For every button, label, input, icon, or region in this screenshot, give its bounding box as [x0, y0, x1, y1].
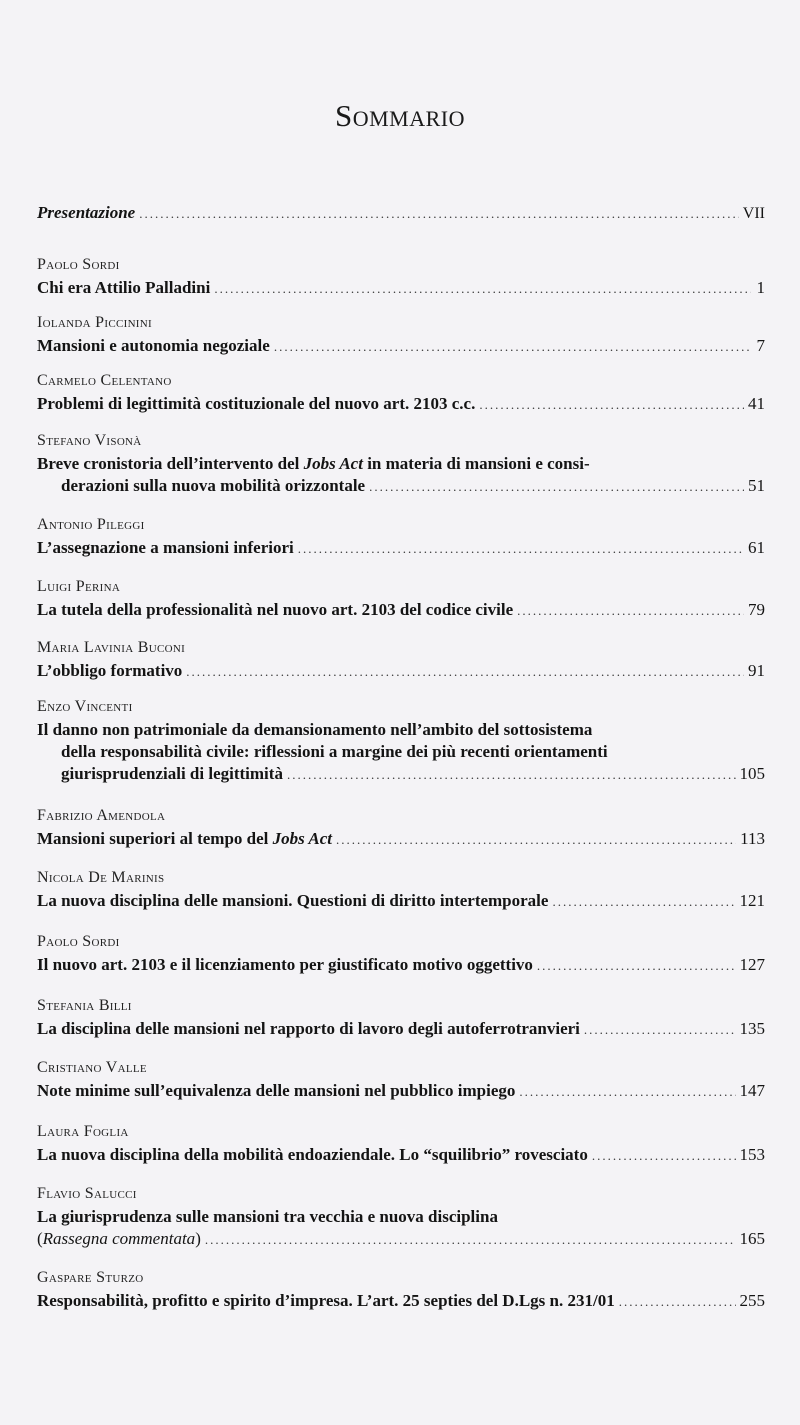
- entry-title-cont: giurisprudenziali di legittimità: [61, 764, 283, 783]
- leader-dots: [274, 336, 751, 358]
- toc-line: [37, 335, 765, 358]
- leader-dots: [205, 1229, 736, 1251]
- leader-dots: [592, 1145, 736, 1167]
- toc-line: [37, 1206, 765, 1228]
- entry-title: La disciplina delle mansioni nel rapporto di lavoro degli autoferrotranvieri: [37, 1019, 580, 1038]
- entry-title-cont: della responsabilità civile: riflessioni a margine dei più recenti orientamenti: [61, 742, 608, 761]
- page-number: 113: [740, 829, 765, 848]
- toc-line: [37, 954, 765, 977]
- entry-author: Luigi Perina: [37, 578, 121, 595]
- entry-author: Gaspare Sturzo: [37, 1269, 144, 1286]
- page-title: Sommario: [334, 98, 466, 133]
- entry-title-part-italic: Jobs Act: [272, 829, 332, 848]
- toc-entry[interactable]: [37, 806, 765, 851]
- toc-entry[interactable]: [37, 996, 765, 1041]
- toc-entry[interactable]: [37, 431, 765, 498]
- entry-author: Cristiano Valle: [37, 1059, 147, 1076]
- page-number: 51: [748, 476, 765, 495]
- toc-line: [37, 277, 765, 300]
- entry-title-subtitle: [37, 1228, 201, 1250]
- toc-line: [37, 828, 765, 851]
- leader-dots: [584, 1019, 736, 1041]
- entry-title: Note minime sull’equivalenza delle mansioni nel pubblico impiego: [37, 1081, 516, 1100]
- page-number: 147: [739, 1081, 765, 1100]
- entry-title: L’obbligo formativo: [37, 661, 183, 680]
- entry-title: L’assegnazione a mansioni inferiori: [37, 538, 294, 557]
- entry-title-part: in materia di mansioni e consi-: [362, 454, 590, 473]
- toc-line: [37, 763, 765, 786]
- page-number: 153: [739, 1145, 765, 1164]
- toc-entry[interactable]: [37, 1058, 765, 1103]
- leader-dots: [479, 394, 744, 416]
- toc-entry[interactable]: [37, 1184, 765, 1251]
- entry-author: Iolanda Piccinini: [37, 314, 152, 331]
- entry-author: Carmelo Celentano: [37, 372, 172, 389]
- entry-author: Paolo Sordi: [37, 933, 120, 950]
- toc-entry[interactable]: [37, 371, 765, 416]
- entry-author: Flavio Salucci: [37, 1185, 137, 1202]
- toc-line: [37, 1144, 765, 1167]
- entry-author: Antonio Pileggi: [37, 516, 145, 533]
- entry-title-part: Il danno non patrimoniale da demansionamento nell’ambito del sottosistema: [37, 720, 593, 739]
- leader-dots: [369, 476, 744, 498]
- toc-line: [37, 1018, 765, 1041]
- entry-author: Stefano Visonà: [37, 432, 142, 449]
- toc-line: [37, 202, 765, 225]
- toc-line: [37, 393, 765, 416]
- toc-entry[interactable]: [37, 577, 765, 622]
- toc-line: [37, 1290, 765, 1313]
- entry-author: Nicola De Marinis: [37, 869, 165, 886]
- leader-dots: [519, 1081, 735, 1103]
- toc-entry[interactable]: [37, 515, 765, 560]
- entry-title-part: Mansioni superiori al tempo del: [37, 829, 273, 848]
- toc-line: [37, 741, 765, 763]
- leader-dots: [552, 891, 735, 913]
- entry-title: Chi era Attilio Palladini: [37, 278, 211, 297]
- page-number: 91: [748, 661, 765, 680]
- toc-entry[interactable]: [37, 868, 765, 913]
- leader-dots: [619, 1291, 736, 1313]
- toc-line: [37, 453, 765, 475]
- toc-line: [37, 719, 765, 741]
- toc-entry[interactable]: [37, 255, 765, 300]
- entry-title: Mansioni e autonomia negoziale: [37, 336, 270, 355]
- entry-title: Presentazione: [37, 203, 136, 222]
- toc-line: [37, 599, 765, 622]
- toc-line: [37, 537, 765, 560]
- entry-author: Fabrizio Amendola: [37, 807, 166, 824]
- page-number: 41: [748, 394, 765, 413]
- page-number: 255: [739, 1291, 765, 1310]
- entry-title: La nuova disciplina della mobilità endoaziendale. Lo “squilibrio” rovesciato: [37, 1145, 588, 1164]
- entry-author: Paolo Sordi: [37, 256, 120, 273]
- toc-entry[interactable]: [37, 1122, 765, 1167]
- subtitle-italic: Rassegna commentata: [42, 1229, 196, 1248]
- toc-line: [37, 475, 765, 498]
- entry-author: Enzo Vincenti: [37, 698, 133, 715]
- toc-entry[interactable]: [37, 697, 765, 786]
- leader-dots: [139, 203, 739, 225]
- leader-dots: [287, 764, 736, 786]
- page-number: 7: [756, 336, 765, 355]
- entry-title-part: La giurisprudenza sulle mansioni tra vecchia e nuova disciplina: [37, 1207, 498, 1226]
- page-number: 121: [739, 891, 765, 910]
- entry-title: Responsabilità, profitto e spirito d’impresa. L’art. 25 septies del D.Lgs n. 231/01: [37, 1291, 615, 1310]
- toc-line: [37, 890, 765, 913]
- entry-title: Problemi di legittimità costituzionale del nuovo art. 2103 c.c.: [37, 394, 476, 413]
- page-number: 1: [756, 278, 765, 297]
- entry-author: Maria Lavinia Buconi: [37, 639, 186, 656]
- leader-dots: [537, 955, 736, 977]
- entry-title: La nuova disciplina delle mansioni. Questioni di diritto intertemporale: [37, 891, 549, 910]
- leader-dots: [186, 661, 744, 683]
- page-number: 165: [739, 1229, 765, 1248]
- toc-entry-presentazione[interactable]: [37, 202, 765, 225]
- toc-entry[interactable]: [37, 313, 765, 358]
- entry-title-part: Breve cronistoria dell’intervento del: [37, 454, 304, 473]
- page-number: 61: [748, 538, 765, 557]
- page-number: 105: [739, 764, 765, 783]
- entry-title: La tutela della professionalità nel nuovo art. 2103 del codice civile: [37, 600, 514, 619]
- leader-dots: [298, 538, 744, 560]
- entry-title-group: [37, 828, 332, 850]
- page-number: 135: [739, 1019, 765, 1038]
- entry-title: Il nuovo art. 2103 e il licenziamento per giustificato motivo oggettivo: [37, 955, 533, 974]
- page-number: VII: [742, 205, 765, 222]
- page-number: 79: [748, 600, 765, 619]
- entry-title-cont: derazioni sulla nuova mobilità orizzontale: [61, 476, 366, 495]
- toc-line: [37, 660, 765, 683]
- paren-open: (: [37, 1229, 43, 1248]
- entry-title-part-italic: Jobs Act: [303, 454, 363, 473]
- entry-author: Laura Foglia: [37, 1123, 129, 1140]
- entry-author: Stefania Billi: [37, 997, 132, 1014]
- toc-line: [37, 1228, 765, 1251]
- leader-dots: [214, 278, 751, 300]
- toc-entry[interactable]: [37, 638, 765, 683]
- toc-entry[interactable]: [37, 1268, 765, 1313]
- page-number: 127: [739, 955, 765, 974]
- leader-dots: [336, 829, 736, 851]
- toc-entry[interactable]: [37, 932, 765, 977]
- leader-dots: [517, 600, 744, 622]
- paren-close: ): [195, 1229, 201, 1248]
- toc-line: [37, 1080, 765, 1103]
